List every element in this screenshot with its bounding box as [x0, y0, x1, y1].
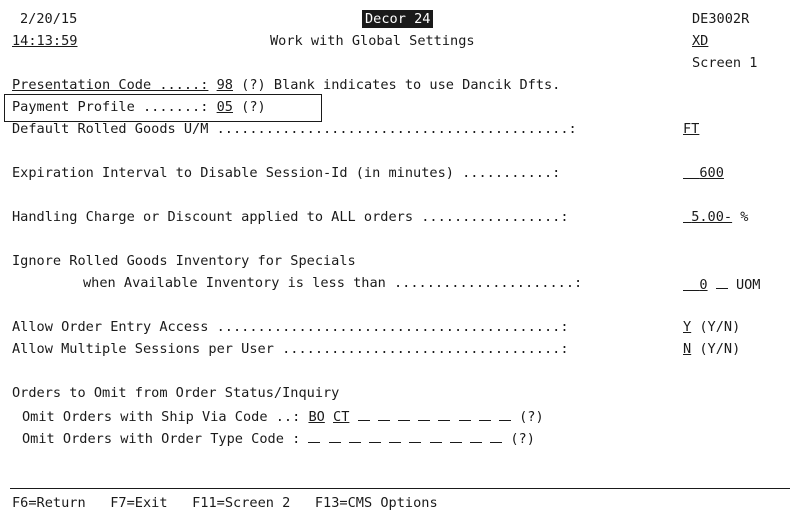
default-rolled-um-input[interactable]: FT [683, 121, 700, 137]
allow-order-entry-label: Allow Order Entry Access ..........................................: [12, 319, 569, 335]
ship-via-code-10[interactable] [499, 406, 511, 421]
handling-charge-label: Handling Charge or Discount applied to ALL orders .................: [12, 209, 569, 225]
ship-via-code-8[interactable] [459, 406, 471, 421]
date-display: 2/20/15 [20, 11, 78, 27]
time-display: 14:13:59 [12, 33, 78, 49]
ship-via-code-6[interactable] [418, 406, 430, 421]
ignore-rolled-unit: UOM [735, 277, 761, 293]
ship-via-code-2[interactable]: CT [333, 409, 350, 425]
presentation-code-row [12, 76, 560, 94]
order-type-prompt[interactable]: (?) [510, 431, 535, 447]
ship-via-code-9[interactable] [479, 406, 491, 421]
app-title: Decor 24 [362, 10, 433, 28]
order-type-code-9[interactable] [470, 428, 482, 443]
order-type-code-8[interactable] [450, 428, 462, 443]
order-type-label: Omit Orders with Order Type Code : [22, 431, 301, 447]
payment-profile-label: Payment Profile .......: [12, 99, 209, 115]
presentation-code-label: Presentation Code .....: [12, 77, 209, 93]
order-type-code-4[interactable] [369, 428, 381, 443]
function-key-divider [10, 488, 790, 489]
ship-via-code-4[interactable] [378, 406, 390, 421]
allow-multiple-sessions-label: Allow Multiple Sessions per User ..................................: [12, 341, 569, 357]
allow-multiple-sessions-input[interactable]: N [683, 341, 692, 357]
order-type-code-10[interactable] [490, 428, 502, 443]
handling-charge-input[interactable]: 5.00- [691, 209, 733, 225]
ship-via-prompt[interactable]: (?) [519, 409, 544, 425]
payment-profile-row [12, 98, 266, 116]
allow-order-entry-input[interactable]: Y [683, 319, 692, 335]
order-type-row [22, 428, 535, 448]
screen-title: Work with Global Settings [270, 33, 475, 49]
payment-profile-input[interactable]: 05 [216, 99, 233, 115]
f6-return-key[interactable]: F6=Return [12, 495, 86, 511]
ship-via-code-3[interactable] [358, 406, 370, 421]
ignore-rolled-label-line1: Ignore Rolled Goods Inventory for Specials [12, 253, 356, 269]
f7-exit-key[interactable]: F7=Exit [110, 495, 168, 511]
ship-via-code-7[interactable] [438, 406, 450, 421]
environment-code: XD [692, 33, 709, 49]
ship-via-code-5[interactable] [398, 406, 410, 421]
allow-multiple-sessions-row [683, 340, 740, 358]
allow-multiple-sessions-hint: (Y/N) [699, 341, 741, 357]
order-type-code-1[interactable] [308, 428, 320, 443]
order-type-code-6[interactable] [409, 428, 421, 443]
f13-cms-options-key[interactable]: F13=CMS Options [314, 495, 438, 511]
ship-via-row [22, 406, 544, 426]
payment-profile-prompt[interactable]: (?) [241, 99, 266, 115]
order-type-code-7[interactable] [430, 428, 442, 443]
function-key-bar [12, 494, 438, 512]
ignore-rolled-quantity-input[interactable]: 0 [699, 277, 708, 293]
program-id: DE3002R [692, 11, 750, 27]
ignore-rolled-label-line2: when Available Inventory is less than ......................: [83, 275, 583, 291]
expiration-interval-input[interactable]: 600 [699, 165, 724, 181]
ignore-rolled-uom-input[interactable] [716, 274, 728, 289]
expiration-interval-label: Expiration Interval to Disable Session-Id (in minutes) ...........: [12, 165, 561, 181]
ignore-rolled-row [683, 274, 761, 294]
screen-label: Screen 1 [692, 55, 758, 71]
ship-via-label: Omit Orders with Ship Via Code ..: [22, 409, 301, 425]
presentation-code-input[interactable]: 98 [216, 77, 233, 93]
allow-order-entry-hint: (Y/N) [699, 319, 741, 335]
order-type-code-2[interactable] [329, 428, 341, 443]
order-type-code-5[interactable] [389, 428, 401, 443]
presentation-code-note: Blank indicates to use Dancik Dfts. [273, 77, 561, 93]
orders-omit-title: Orders to Omit from Order Status/Inquiry [12, 385, 340, 401]
order-type-code-3[interactable] [349, 428, 361, 443]
allow-order-entry-row [683, 318, 740, 336]
presentation-code-prompt[interactable]: (?) [241, 77, 266, 93]
handling-charge-unit: % [740, 209, 749, 225]
f11-screen2-key[interactable]: F11=Screen 2 [192, 495, 291, 511]
default-rolled-um-label: Default Rolled Goods U/M ...........................................: [12, 121, 577, 137]
ship-via-code-1[interactable]: BO [308, 409, 325, 425]
handling-charge-row [683, 208, 748, 226]
